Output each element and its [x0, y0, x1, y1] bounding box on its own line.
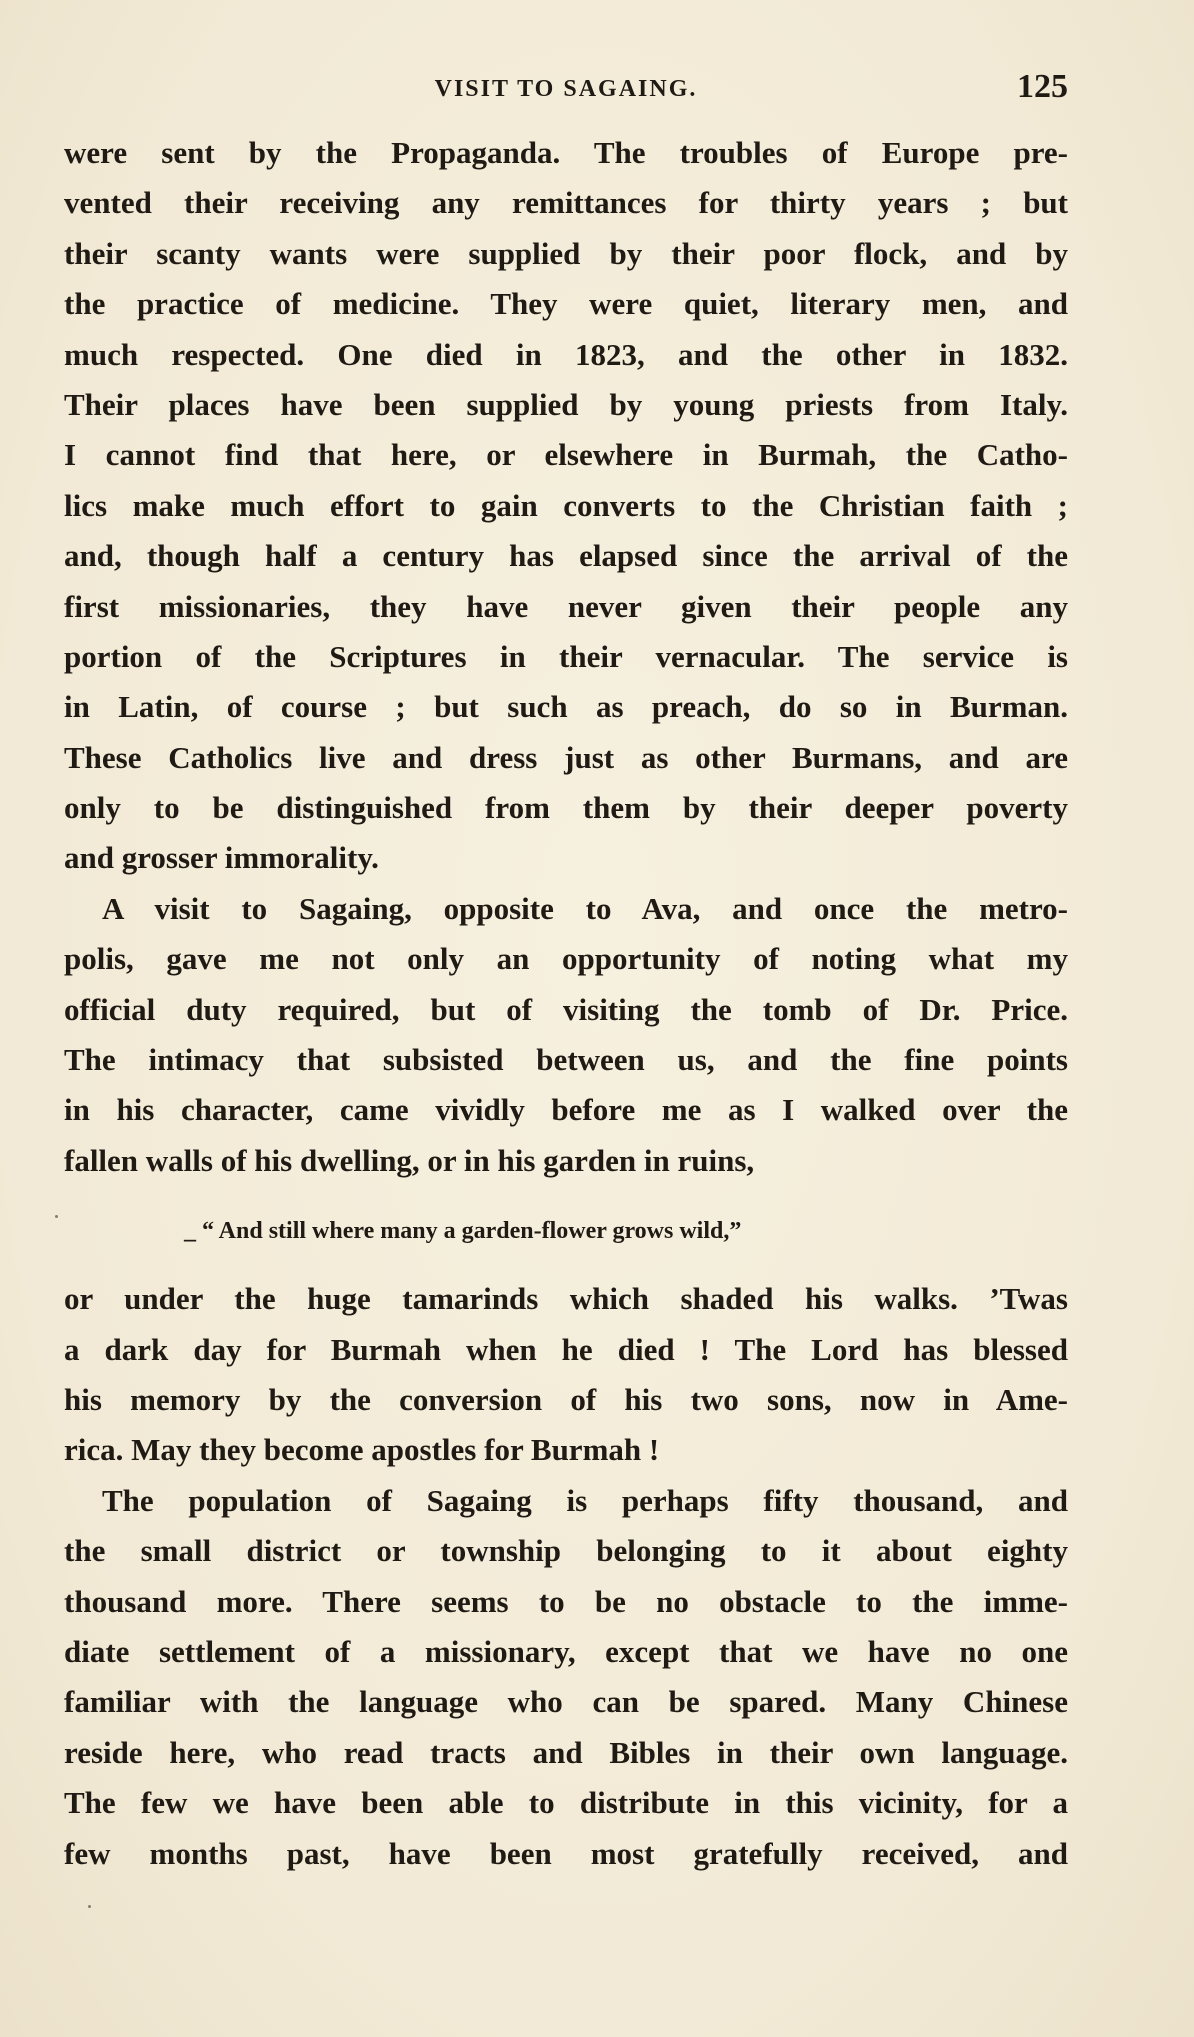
page-header [64, 68, 1068, 112]
text-line: The population of Sagaing is perhaps fifty thousand, and [102, 1482, 1068, 1518]
text-line: and, though half a century has elapsed since the arrival of the [64, 538, 1068, 574]
text-line: and grosser immorality. [64, 840, 379, 876]
text-line: I cannot find that here, or elsewhere in Burmah, the Catho- [64, 437, 1068, 473]
text-line: thousand more. There seems to be no obstacle to the imme- [64, 1583, 1068, 1619]
text-line: portion of the Scriptures in their vernacular. The service is [64, 638, 1068, 674]
text-line: The intimacy that subsisted between us, and the fine points [64, 1042, 1068, 1078]
text-line: only to be distinguished from them by their deeper poverty [64, 790, 1068, 826]
text-line: were sent by the Propaganda. The troubles of Europe pre- [64, 135, 1068, 170]
text-line: lics make much effort to gain converts to the Christian faith ; [64, 487, 1068, 523]
verse-quotation: _ “ And still where many a garden-flower grows wild,” [184, 1218, 742, 1245]
body-text [64, 128, 1068, 1879]
text-line: his memory by the conversion of his two sons, now in Ame- [64, 1381, 1068, 1417]
text-line: Their places have been supplied by young priests from Italy. [64, 386, 1068, 422]
text-line: reside here, who read tracts and Bibles in their own language. [64, 1734, 1068, 1770]
text-line: diate settlement of a missionary, except that we have no one [64, 1633, 1068, 1669]
text-line: in his character, came vividly before me as I walked over the [64, 1092, 1068, 1128]
page-number: 125 [1017, 68, 1068, 105]
paper-speck [55, 1215, 58, 1218]
text-line: vented their receiving any remittances for thirty years ; but [64, 185, 1068, 221]
text-line: the small district or township belonging to it about eighty [64, 1533, 1068, 1569]
text-line: The few we have been able to distribute in this vicinity, for a [64, 1785, 1068, 1821]
text-line: a dark day for Burmah when he died ! The Lord has blessed [64, 1331, 1068, 1367]
text-line: polis, gave me not only an opportunity of noting what my [64, 941, 1068, 977]
text-line: few months past, have been most gratefully received, and [64, 1835, 1068, 1871]
text-line: familiar with the language who can be spared. Many Chinese [64, 1684, 1068, 1720]
text-line: in Latin, of course ; but such as preach, do so in Burman. [64, 689, 1068, 725]
text-line: much respected. One died in 1823, and the other in 1832. [64, 336, 1068, 372]
paragraph-catholic-missionaries [64, 128, 1068, 884]
text-line: the practice of medicine. They were quiet, literary men, and [64, 286, 1068, 322]
text-line: A visit to Sagaing, opposite to Ava, and once the metro- [102, 890, 1068, 926]
paragraph-visit-sagaing [64, 884, 1068, 1186]
text-line: first missionaries, they have never given their people any [64, 588, 1068, 624]
text-line: fallen walls of his dwelling, or in his garden in ruins, [64, 1142, 755, 1178]
paragraph-tamarinds [64, 1274, 1068, 1476]
paragraph-population [64, 1476, 1068, 1879]
running-head: VISIT TO SAGAING. [434, 76, 698, 102]
paper-speck [88, 1905, 91, 1908]
text-line: These Catholics live and dress just as other Burmans, and are [64, 739, 1068, 775]
text-line: or under the huge tamarinds which shaded his walks. ’Twas [64, 1281, 1068, 1317]
text-line: rica. May they become apostles for Burmah ! [64, 1432, 660, 1468]
text-line: official duty required, but of visiting the tomb of Dr. Price. [64, 991, 1068, 1027]
text-line: their scanty wants were supplied by their poor flock, and by [64, 235, 1068, 271]
